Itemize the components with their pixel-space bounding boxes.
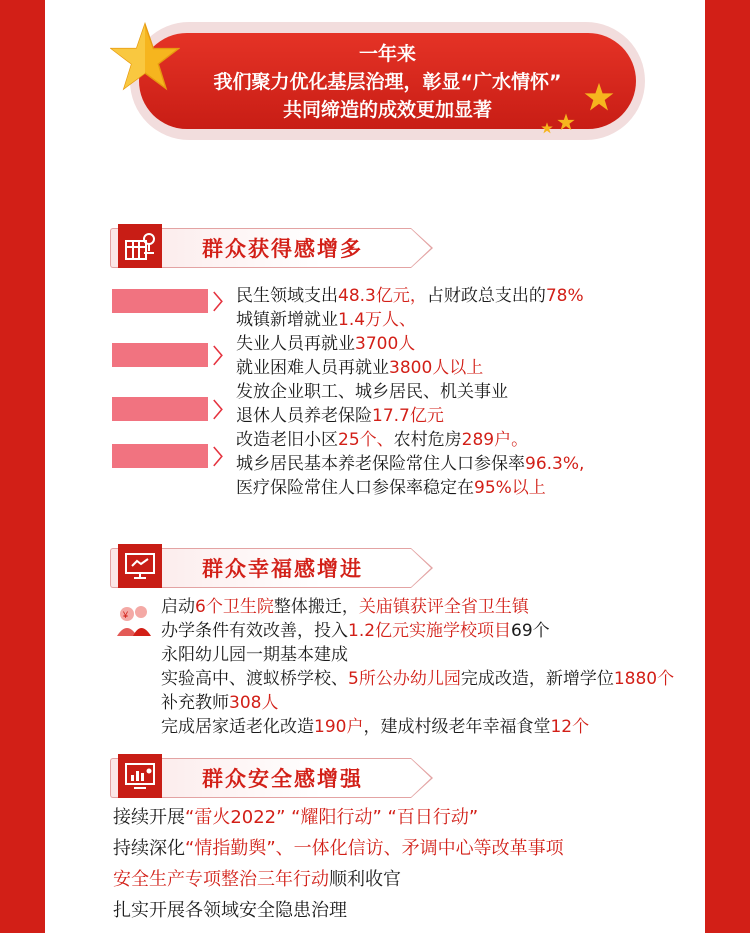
banner-line-2: 我们聚力优化基层治理，彰显“广水情怀” <box>213 71 562 93</box>
chevron-right-icon: 〉 <box>213 344 233 368</box>
section3-header <box>110 758 435 798</box>
pink-bar-3 <box>112 397 208 421</box>
family-care-icon <box>113 600 157 638</box>
chevron-right-icon: 〉 <box>213 445 233 469</box>
banner-line-3: 共同缔造的成效更加显著 <box>282 99 492 121</box>
s1-line-5: 发放企业职工、城乡居民、机关事业 <box>236 382 508 402</box>
s2-line-1: 启动6个卫生院整体搬迁，关庙镇获评全省卫生镇 <box>161 597 529 617</box>
big-star-icon <box>110 22 180 92</box>
s1-line-2: 城镇新增就业1.4万人、 <box>236 310 417 330</box>
s1-line-6: 退休人员养老保险17.7亿元 <box>236 406 444 426</box>
section2-header <box>110 548 435 588</box>
monitor-handshake-icon <box>124 551 156 581</box>
pink-bar-4 <box>112 444 208 468</box>
pink-bar-2 <box>112 343 208 367</box>
s1-line-3: 失业人员再就业3700人 <box>236 334 416 354</box>
s1-line-9: 医疗保险常住人口参保率稳定在95%以上 <box>236 478 546 498</box>
s1-line-4: 就业困难人员再就业3800人以上 <box>236 358 484 378</box>
s1-line-1: 民生领域支出48.3亿元，占财政总支出的78% <box>236 286 584 306</box>
section1-header <box>110 228 435 268</box>
s1-line-8: 城乡居民基本养老保险常住人口参保率96.3%, <box>236 454 585 474</box>
calendar-chart-icon <box>124 231 156 261</box>
s2-line-6: 完成居家适老化改造190户，建成村级老年幸福食堂12个 <box>161 717 590 737</box>
star-right-medium-icon <box>557 113 575 131</box>
banner-line-1: 一年来 <box>358 43 416 65</box>
pink-bar-1 <box>112 289 208 313</box>
section3-title: 群众安全感增强 <box>202 767 363 791</box>
s2-line-5: 补充教师308人 <box>161 693 279 713</box>
s2-line-4: 实验高中、渡蚁桥学校、5所公办幼儿园完成改造，新增学位1880个 <box>161 669 675 689</box>
star-right-large-icon <box>584 82 614 112</box>
section3-icon-box <box>118 754 162 798</box>
section1-icon-box <box>118 224 162 268</box>
section2-icon-box <box>118 544 162 588</box>
s2-line-3: 永阳幼儿园一期基本建成 <box>161 645 348 665</box>
s3-line-2: 持续深化“情指勤舆”、一体化信访、矛调中心等改革事项 <box>113 838 564 859</box>
star-right-small-icon <box>541 122 553 134</box>
section2-title: 群众幸福感增进 <box>202 557 363 581</box>
chevron-right-icon: 〉 <box>213 290 233 314</box>
s3-line-3: 安全生产专项整治三年行动顺利收官 <box>113 869 401 890</box>
s3-line-1: 接续开展“雷火2022” “耀阳行动” “百日行动” <box>113 807 479 828</box>
s3-line-4: 扎实开展各领域安全隐患治理 <box>113 900 347 921</box>
s2-line-2: 办学条件有效改善，投入1.2亿元实施学校项目69个 <box>161 621 550 641</box>
presentation-chart-icon <box>124 761 156 791</box>
section1-title: 群众获得感增多 <box>202 237 363 261</box>
chevron-right-icon: 〉 <box>213 398 233 422</box>
s1-line-7: 改造老旧小区25个、农村危房289户。 <box>236 430 529 450</box>
svg-text:¥: ¥ <box>123 610 129 620</box>
